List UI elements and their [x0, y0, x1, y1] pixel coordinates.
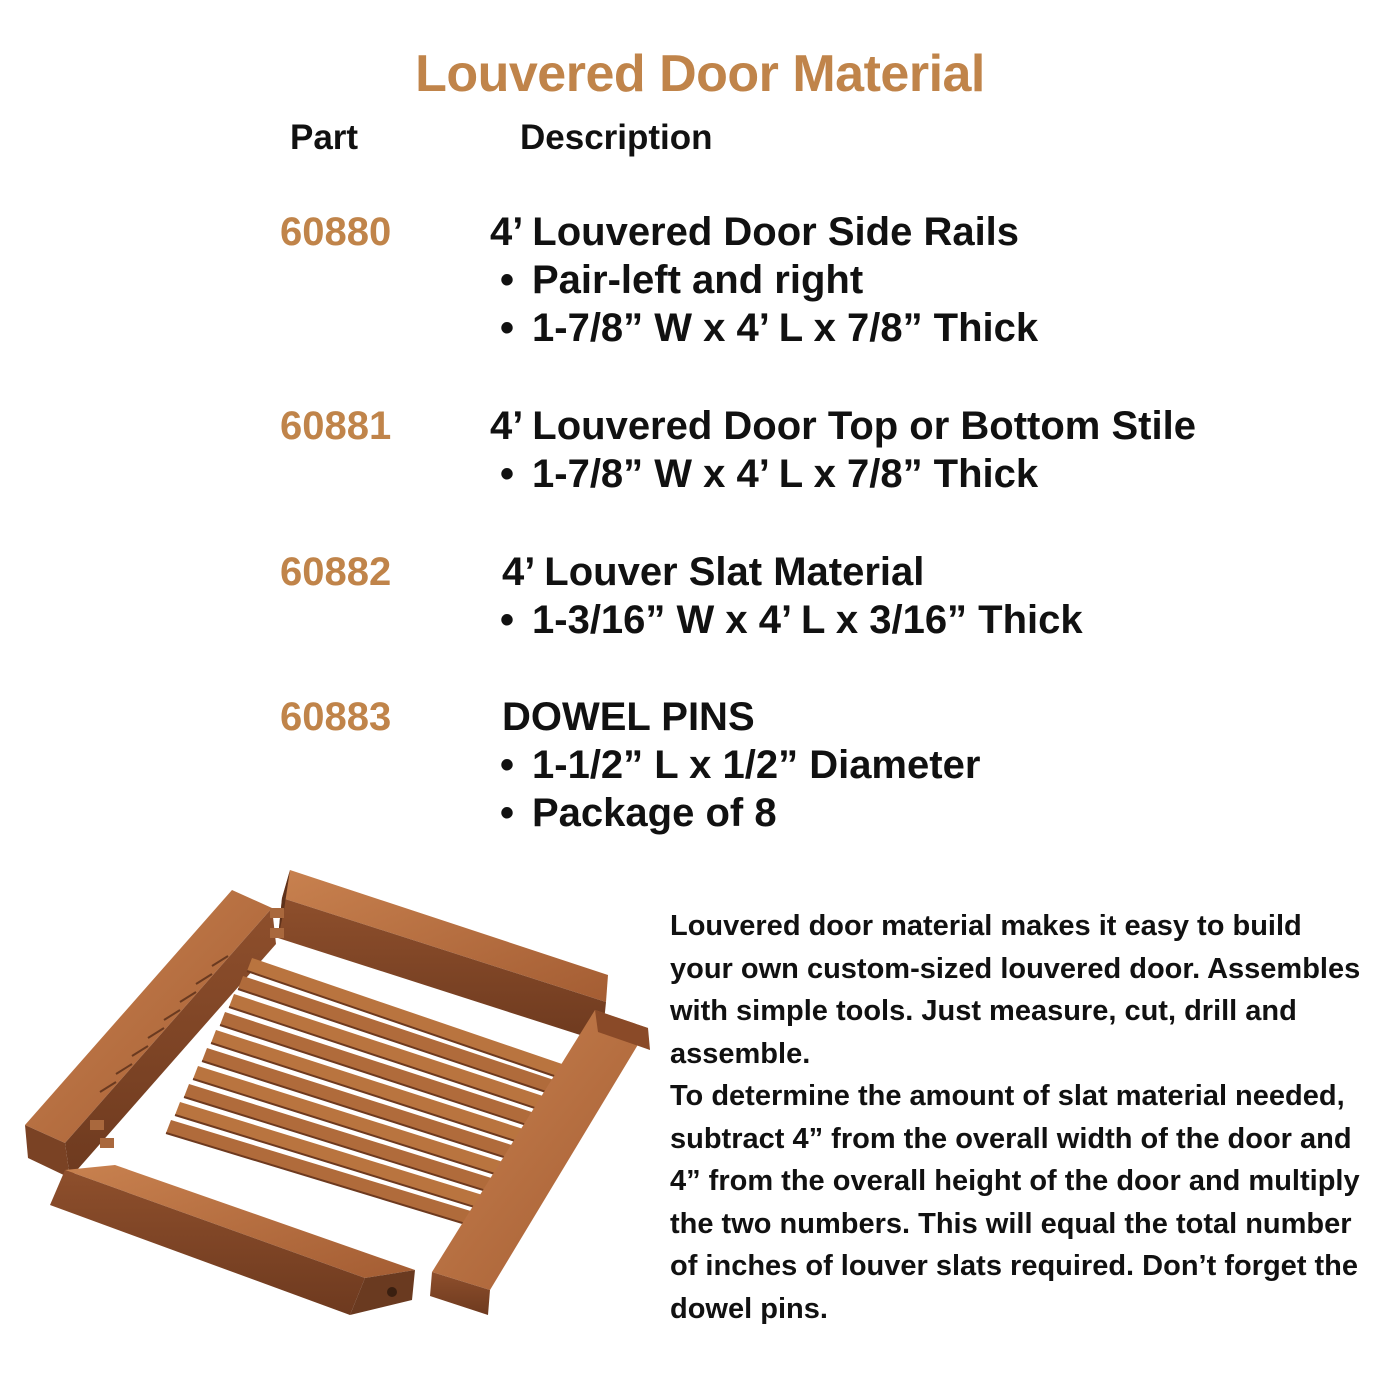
- bullet-icon: •: [500, 791, 515, 835]
- part-number: 60883: [280, 695, 392, 739]
- item-bullet: • Pair-left and right: [500, 258, 864, 302]
- item-title: 4’ Louvered Door Side Rails: [490, 210, 1020, 254]
- part-number: 60882: [280, 550, 392, 594]
- page-title: Louvered Door Material: [415, 45, 985, 103]
- description-paragraph: Louvered door material makes it easy to build your own custom-sized louvered door. Assembles with simple tools. Just measure, cut, drill and assemble.: [670, 910, 1361, 1070]
- bullet-icon: •: [500, 598, 515, 642]
- part-number: 60880: [280, 210, 392, 254]
- item-bullet: • Package of 8: [500, 791, 777, 835]
- item-title: 4’ Louvered Door Top or Bottom Stile: [490, 404, 1196, 448]
- item-bullet: • 1-1/2” L x 1/2” Diameter: [500, 743, 981, 787]
- description-paragraph: To determine the amount of slat material needed, subtract 4” from the overall width of the door and 4” from the overall height of the door and multiply the two numbers. This will equal the total number of inches of louver slats required. Don’t forget the dowel pins.: [670, 1080, 1360, 1325]
- description-text: [670, 905, 1370, 1330]
- part-number: 60881: [280, 404, 392, 448]
- part-column-header: Part: [290, 118, 359, 157]
- item-title: DOWEL PINS: [502, 695, 755, 739]
- bullet-icon: •: [500, 306, 515, 350]
- item-bullet: • 1-3/16” W x 4’ L x 3/16” Thick: [500, 598, 1083, 642]
- description-column-header: Description: [520, 118, 713, 157]
- item-title: 4’ Louver Slat Material: [502, 550, 925, 594]
- bullet-icon: •: [500, 258, 515, 302]
- bullet-icon: •: [500, 743, 515, 787]
- item-bullet: • 1-7/8” W x 4’ L x 7/8” Thick: [500, 306, 1039, 350]
- louvered-door-parts-illustration: [20, 860, 660, 1330]
- item-bullet: • 1-7/8” W x 4’ L x 7/8” Thick: [500, 452, 1039, 496]
- bullet-icon: •: [500, 452, 515, 496]
